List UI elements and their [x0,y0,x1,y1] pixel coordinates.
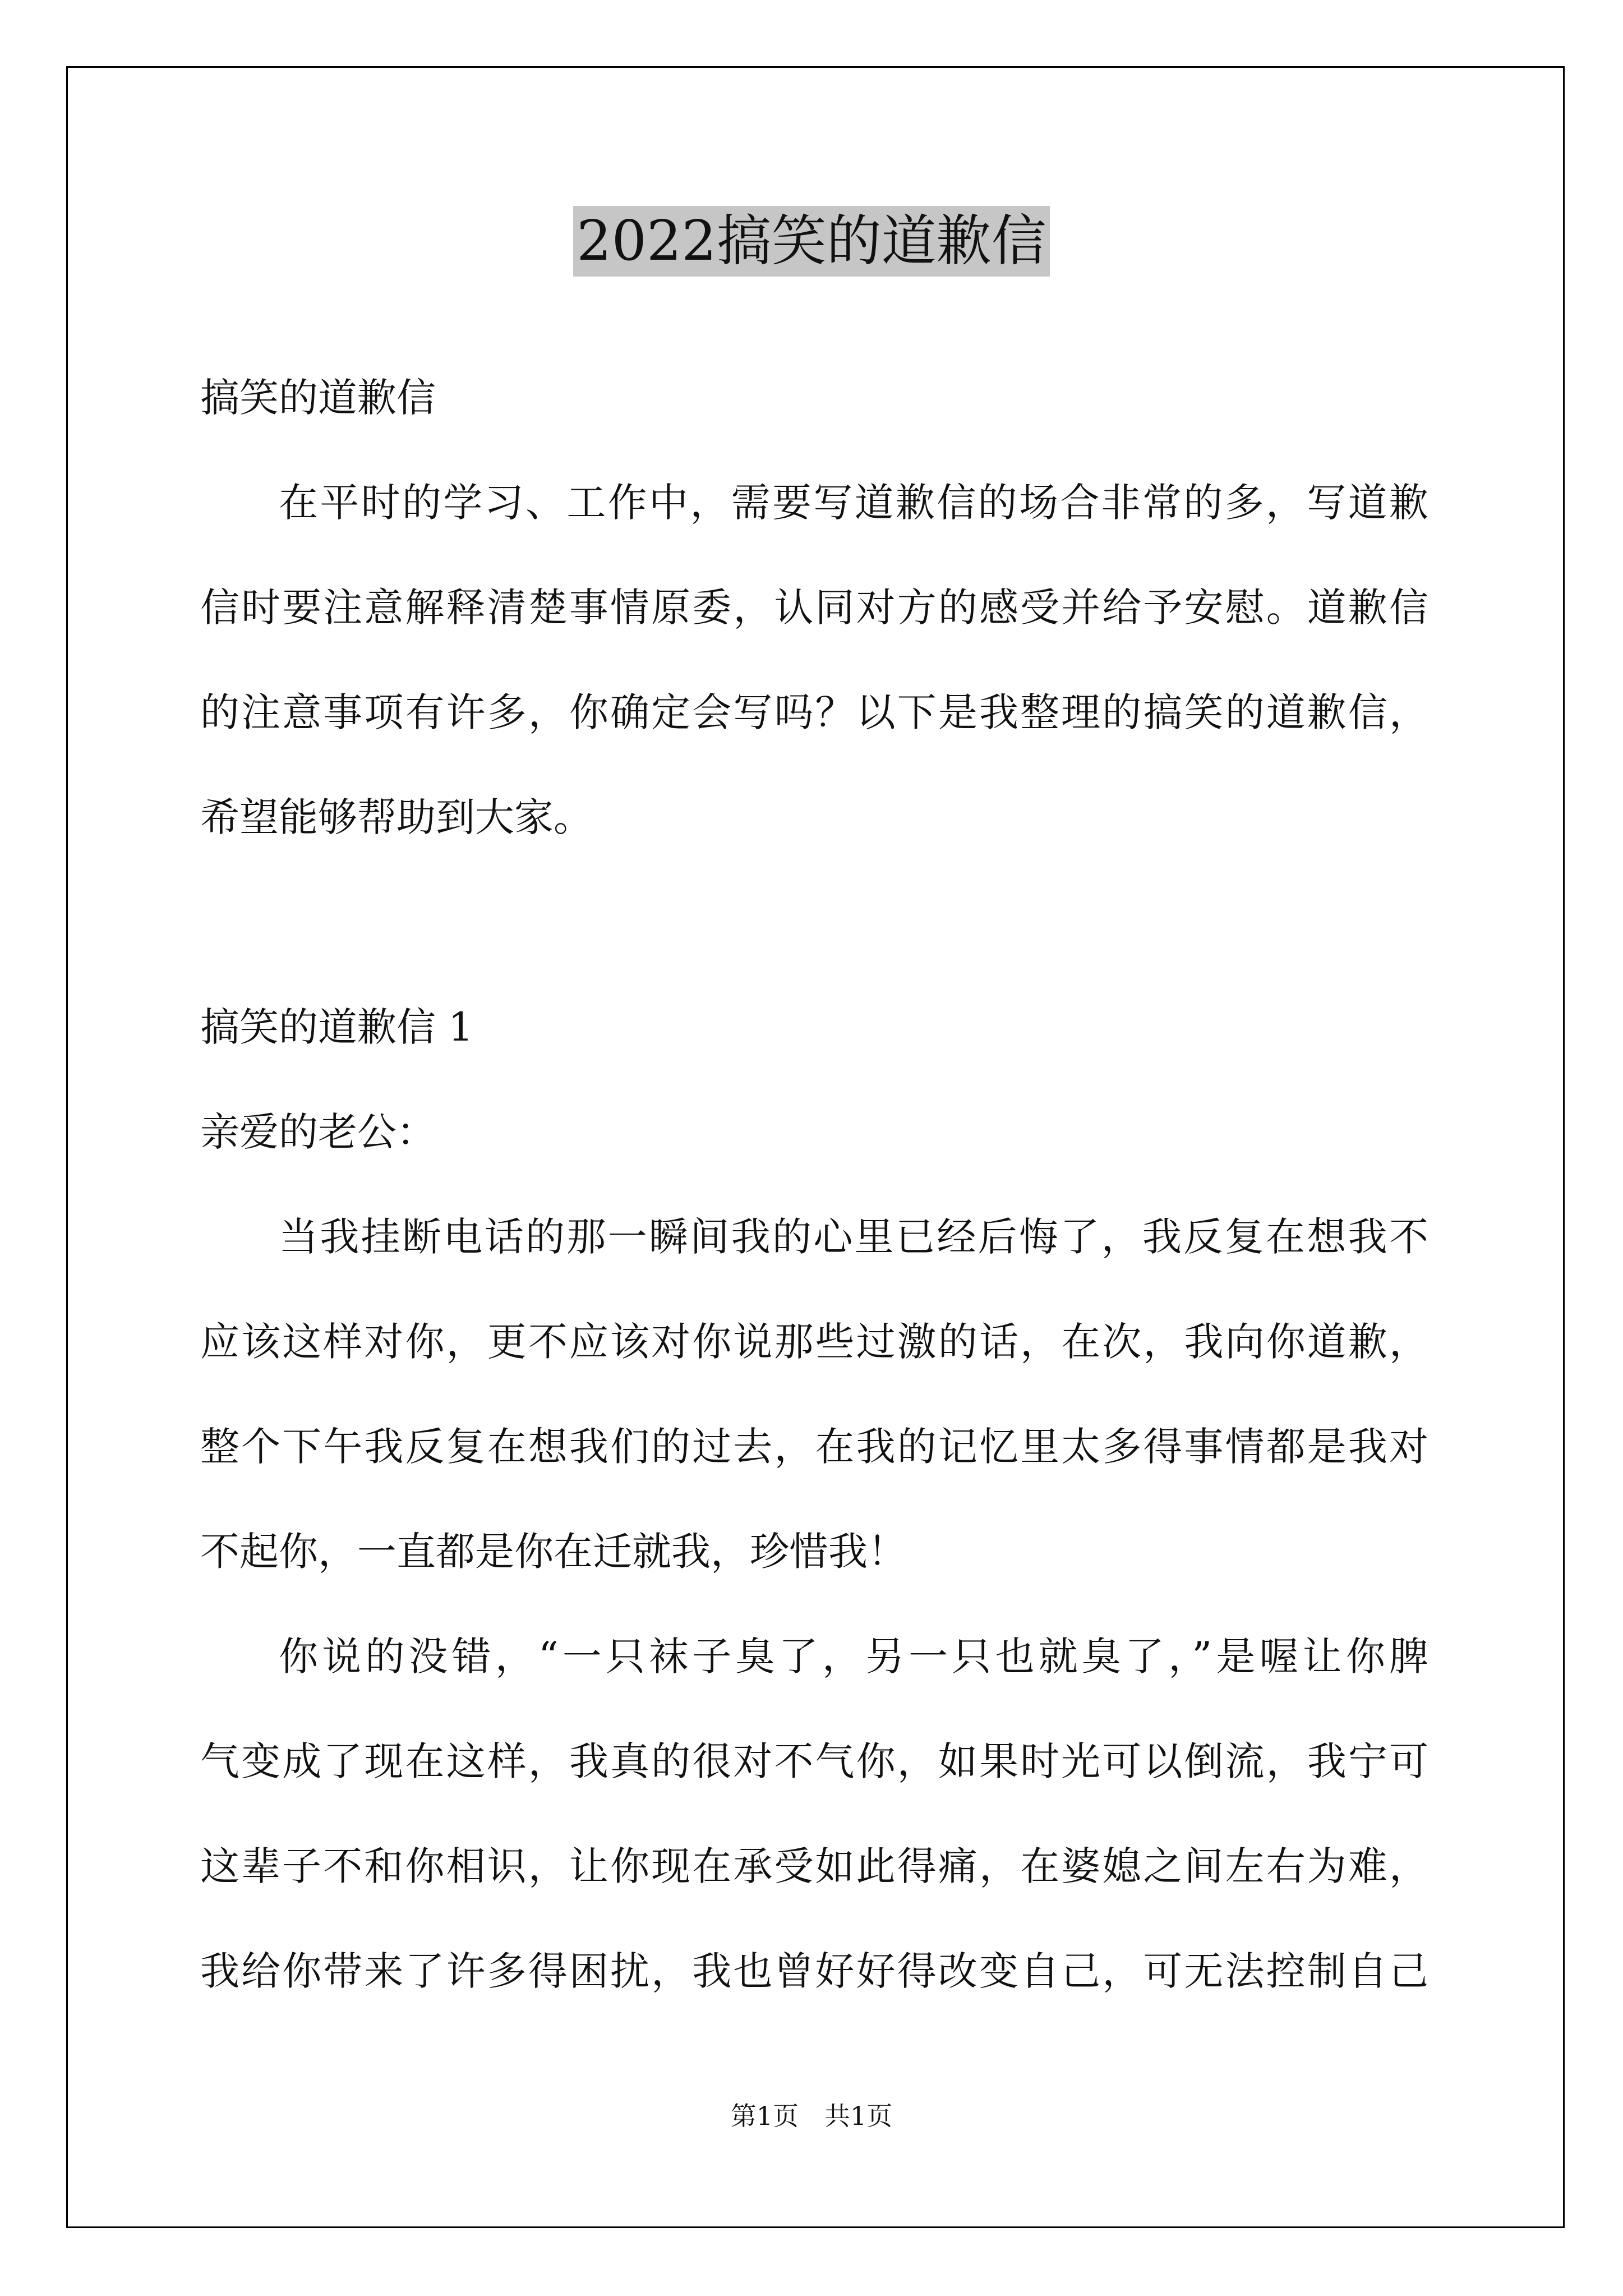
document-title [0,203,1623,279]
paragraph-line: 你说的没错，“一只袜子臭了，另一只也就臭了，”是喔让你脾 [279,1634,1428,1680]
paragraph-line: 我给你带来了许多得困扰，我也曾好好得改变自己，可无法控制自己 [200,1948,1428,1994]
paragraph-line: 气变成了现在这样，我真的很对不气你，如果时光可以倒流，我宁可 [200,1738,1428,1784]
paragraph-line: 应该这样对你，更不应该对你说那些过激的话，在次，我向你道歉， [200,1319,1428,1365]
paragraph-line: 不起你，一直都是你在迁就我，珍惜我！ [200,1529,907,1575]
intro-line: 希望能够帮助到大家。 [200,794,593,840]
intro-line: 在平时的学习、工作中，需要写道歉信的场合非常的多，写道歉 [279,480,1428,526]
intro-line: 的注意事项有许多，你确定会写吗？以下是我整理的搞笑的道歉信， [200,689,1428,735]
paragraph-line: 这辈子不和你相识，让你现在承受如此得痛，在婆媳之间左右为难， [200,1843,1428,1889]
paragraph-line: 整个下午我反复在想我们的过去，在我的记忆里太多得事情都是我对 [200,1424,1428,1470]
paragraph-gap [200,870,1428,975]
section-heading: 搞笑的道歉信 1 [200,1004,473,1050]
document-title-text: 2022搞笑的道歉信 [573,206,1049,277]
salutation: 亲爱的老公： [200,1109,436,1155]
document-body [200,346,1428,2024]
intro-heading: 搞笑的道歉信 [200,375,436,421]
page-footer: 第1页 共1页 [730,2101,893,2131]
paragraph-line: 当我挂断电话的那一瞬间我的心里已经后悔了，我反复在想我不 [279,1214,1428,1260]
intro-line: 信时要注意解释清楚事情原委，认同对方的感受并给予安慰。道歉信 [200,585,1428,631]
